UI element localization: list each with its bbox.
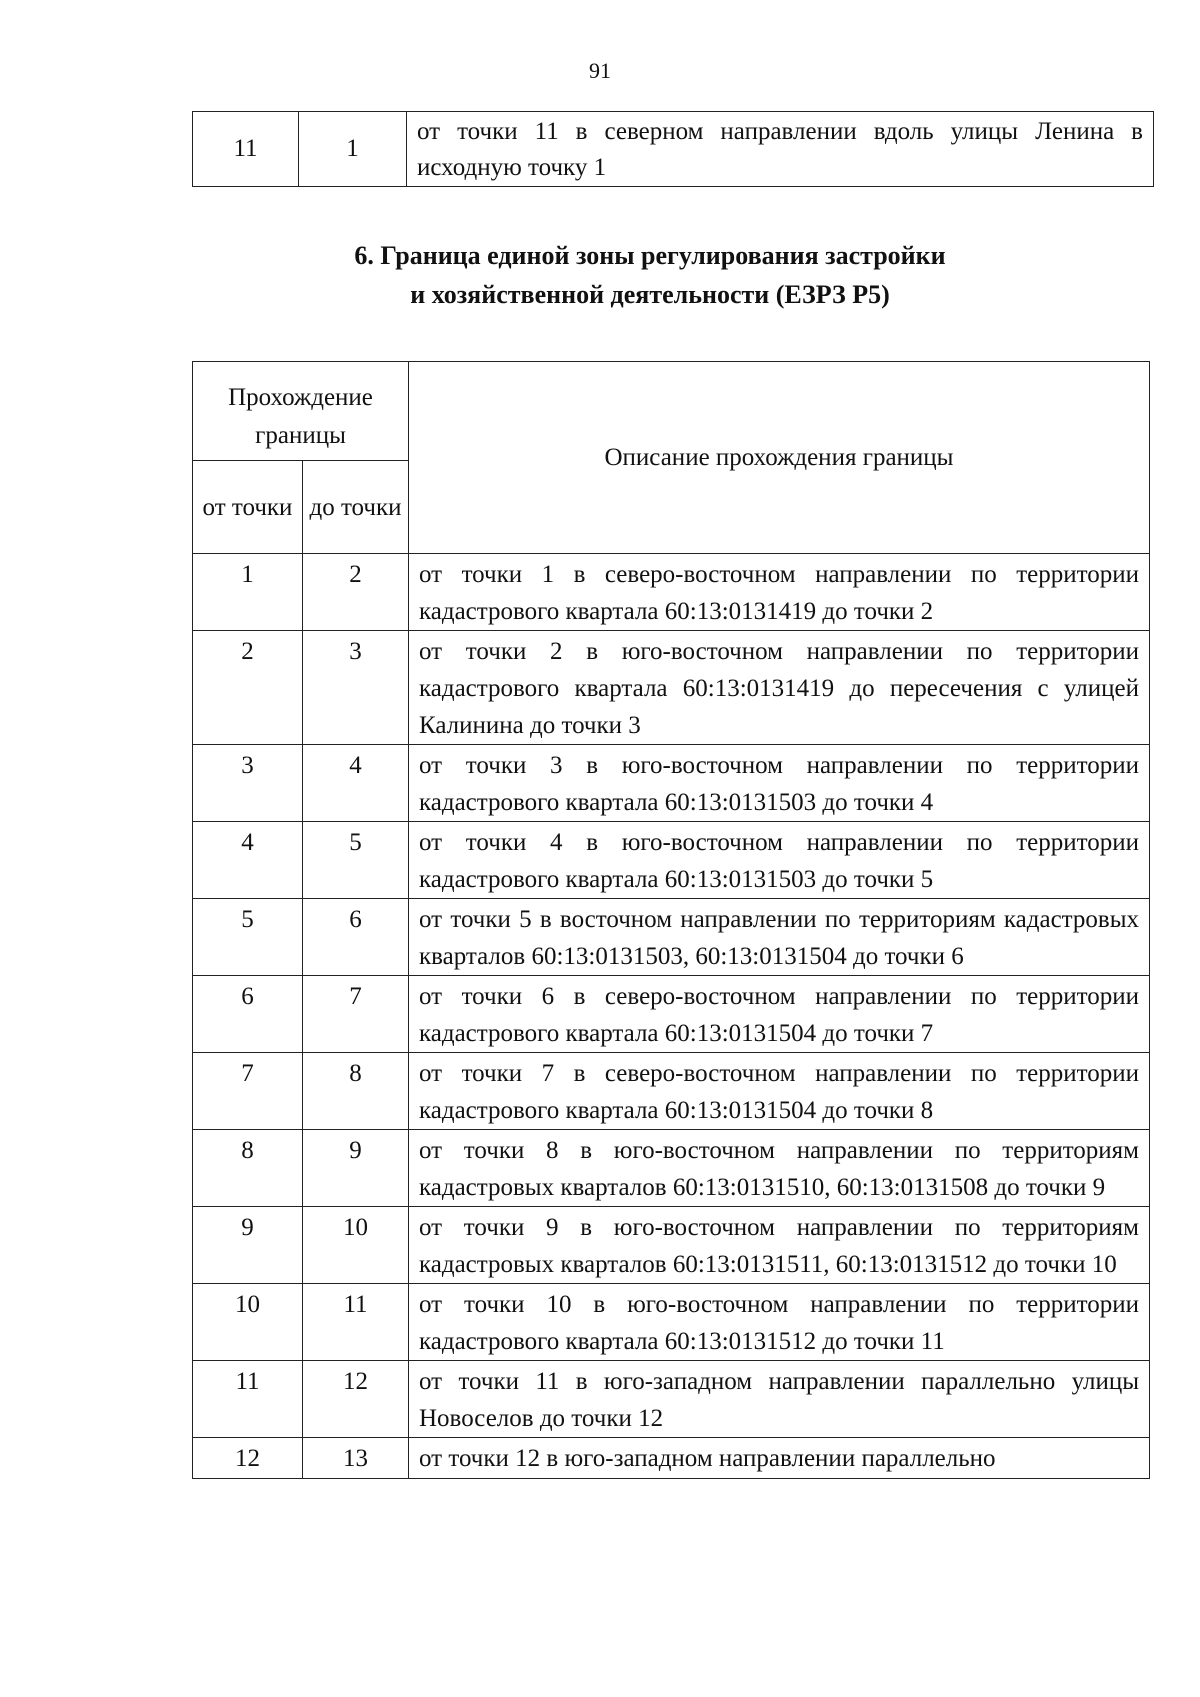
continuation-table [192, 111, 1154, 187]
to-point-cell: 8 [303, 1053, 409, 1130]
section-heading-line2: и хозяйственной деятельности (ЕЗРЗ Р5) [410, 280, 890, 309]
table-row [193, 1438, 1150, 1479]
from-point-cell: 8 [193, 1130, 303, 1207]
to-point-cell: 12 [303, 1361, 409, 1438]
table-row [193, 899, 1150, 976]
from-point-cell: 11 [193, 1361, 303, 1438]
to-point-cell: 4 [303, 745, 409, 822]
table-row [193, 631, 1150, 745]
header-description: Описание прохождения границы [409, 362, 1150, 554]
table-row [193, 745, 1150, 822]
header-from: от точки [193, 461, 303, 554]
to-point-cell: 5 [303, 822, 409, 899]
description-cell: от точки 11 в юго-западном направлении параллельно улицы Новоселов до точки 12 [409, 1361, 1150, 1438]
description-cell: от точки 10 в юго-восточном направлении по территории кадастрового квартала 60:13:0131512 до точки 11 [409, 1284, 1150, 1361]
table-body [193, 554, 1150, 1479]
from-point-cell: 1 [193, 554, 303, 631]
table-header-row [193, 362, 1150, 461]
table-row [193, 1130, 1150, 1207]
description-cell: от точки 5 в восточном направлении по территориям кадастровых кварталов 60:13:0131503, 60:13:0131504 до точки 6 [409, 899, 1150, 976]
description-cell: от точки 4 в юго-восточном направлении по территории кадастрового квартала 60:13:0131503 до точки 5 [409, 822, 1150, 899]
from-point-cell: 10 [193, 1284, 303, 1361]
to-point-cell: 7 [303, 976, 409, 1053]
header-to: до точки [303, 461, 409, 554]
section-heading-line1: 6. Граница единой зоны регулирования застройки [354, 241, 946, 270]
to-point-cell: 6 [303, 899, 409, 976]
description-cell: от точки 1 в северо-восточном направлении по территории кадастрового квартала 60:13:0131419 до точки 2 [409, 554, 1150, 631]
header-passage: Прохождение границы [193, 362, 409, 461]
to-point-cell: 1 [299, 112, 407, 187]
section-heading [0, 236, 1200, 314]
table-row [193, 822, 1150, 899]
to-point-cell: 11 [303, 1284, 409, 1361]
page-number: 91 [589, 58, 611, 83]
from-point-cell: 3 [193, 745, 303, 822]
description-cell: от точки 3 в юго-восточном направлении по территории кадастрового квартала 60:13:0131503 до точки 4 [409, 745, 1150, 822]
from-point-cell: 5 [193, 899, 303, 976]
to-point-cell: 3 [303, 631, 409, 745]
to-point-cell: 13 [303, 1438, 409, 1479]
table-row [193, 976, 1150, 1053]
table-row [193, 1284, 1150, 1361]
table-row [193, 554, 1150, 631]
table-row [193, 112, 1154, 187]
from-point-cell: 12 [193, 1438, 303, 1479]
description-cell: от точки 12 в юго-западном направлении параллельно [409, 1438, 1150, 1479]
from-point-cell: 11 [193, 112, 299, 187]
to-point-cell: 10 [303, 1207, 409, 1284]
from-point-cell: 6 [193, 976, 303, 1053]
description-cell: от точки 8 в юго-восточном направлении по территориям кадастровых кварталов 60:13:0131510, 60:13:0131508 до точки 9 [409, 1130, 1150, 1207]
description-cell: от точки 6 в северо-восточном направлении по территории кадастрового квартала 60:13:0131504 до точки 7 [409, 976, 1150, 1053]
to-point-cell: 2 [303, 554, 409, 631]
description-cell: от точки 9 в юго-восточном направлении по территориям кадастровых кварталов 60:13:0131511, 60:13:0131512 до точки 10 [409, 1207, 1150, 1284]
from-point-cell: 2 [193, 631, 303, 745]
from-point-cell: 4 [193, 822, 303, 899]
boundary-table [192, 361, 1150, 1479]
description-cell: от точки 2 в юго-восточном направлении по территории кадастрового квартала 60:13:0131419 до пересечения с улицей Калинина до точки 3 [409, 631, 1150, 745]
to-point-cell: 9 [303, 1130, 409, 1207]
description-cell: от точки 7 в северо-восточном направлении по территории кадастрового квартала 60:13:0131504 до точки 8 [409, 1053, 1150, 1130]
from-point-cell: 7 [193, 1053, 303, 1130]
description-cell: от точки 11 в северном направлении вдоль улицы Ленина в исходную точку 1 [407, 112, 1154, 187]
from-point-cell: 9 [193, 1207, 303, 1284]
table-row [193, 1053, 1150, 1130]
table-row [193, 1361, 1150, 1438]
table-row [193, 1207, 1150, 1284]
